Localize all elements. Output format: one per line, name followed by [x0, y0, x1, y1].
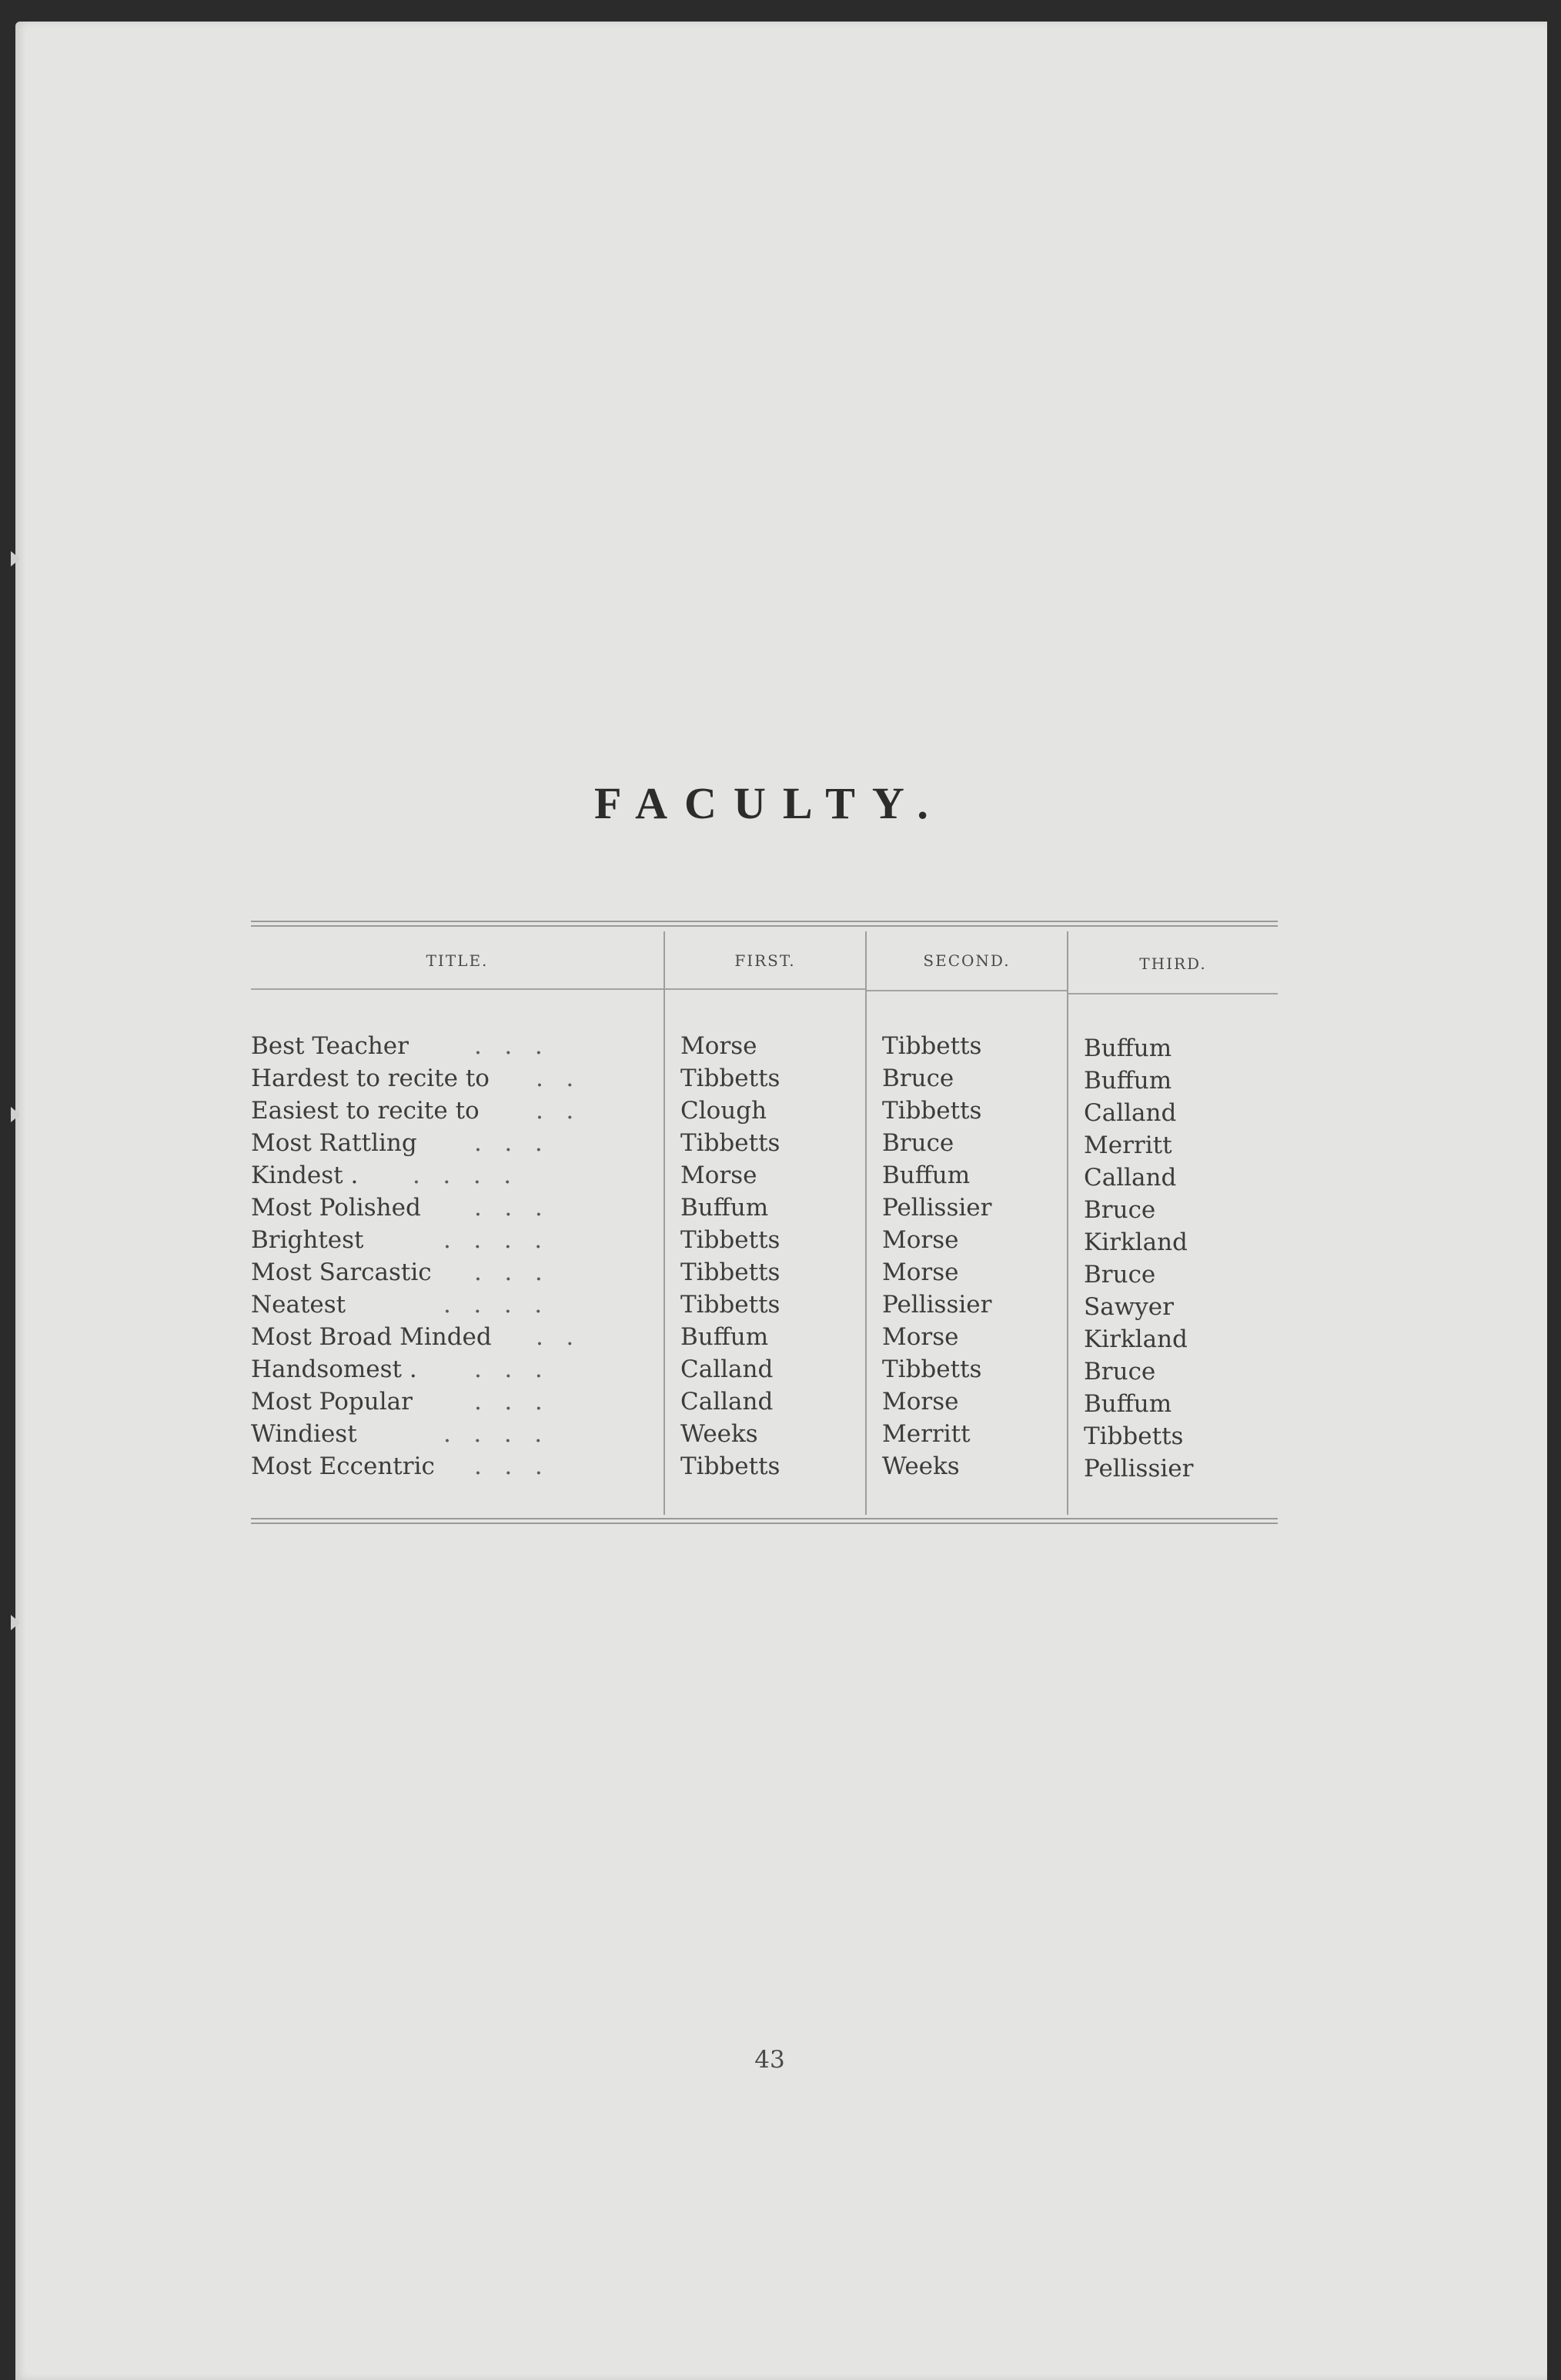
leader-dots: . . . — [474, 1194, 543, 1222]
third-choice: Merritt — [1084, 1132, 1172, 1159]
third-choice: Buffum — [1084, 1390, 1172, 1418]
row-title: Kindest . — [251, 1162, 359, 1189]
row-title: Most Rattling — [251, 1129, 417, 1157]
page-number: 43 — [754, 2046, 785, 2074]
second-choice: Merritt — [882, 1420, 971, 1448]
document-page — [15, 22, 1547, 2380]
leader-dots: . . . — [474, 1355, 543, 1383]
row-title: Most Popular — [251, 1388, 413, 1416]
header-rule — [665, 988, 865, 990]
header-rule — [867, 990, 1067, 991]
leader-dots: . . . — [474, 1129, 543, 1157]
row-title: Most Polished — [251, 1194, 421, 1222]
third-choice: Tibbetts — [1084, 1422, 1184, 1450]
leader-dots: . . . — [474, 1388, 543, 1416]
first-choice: Tibbetts — [680, 1065, 780, 1092]
row-title: Most Eccentric — [251, 1452, 435, 1480]
table-top-rule — [251, 921, 1278, 927]
second-choice: Pellissier — [882, 1194, 992, 1222]
leader-dots: . . . — [474, 1259, 543, 1286]
first-choice: Morse — [680, 1162, 757, 1189]
second-choice: Weeks — [882, 1452, 960, 1480]
second-choice: Morse — [882, 1259, 959, 1286]
second-choice: Morse — [882, 1323, 959, 1351]
leader-dots: . . . . — [443, 1226, 543, 1254]
page-edge-notch — [11, 1615, 20, 1630]
leader-dots: . . . — [474, 1032, 543, 1060]
row-title: Most Broad Minded — [251, 1323, 492, 1351]
second-choice: Tibbetts — [882, 1097, 982, 1125]
third-choice: Bruce — [1084, 1261, 1156, 1289]
second-choice: Pellissier — [882, 1291, 992, 1319]
row-title: Hardest to recite to — [251, 1065, 490, 1092]
first-choice: Tibbetts — [680, 1129, 780, 1157]
third-choice: Bruce — [1084, 1358, 1156, 1386]
first-choice: Tibbetts — [680, 1259, 780, 1286]
leader-dots: . . . . — [443, 1420, 543, 1448]
column-divider — [1067, 931, 1068, 1515]
row-title: Brightest — [251, 1226, 364, 1254]
row-title: Best Teacher — [251, 1032, 409, 1060]
third-choice: Buffum — [1084, 1035, 1172, 1062]
third-choice: Calland — [1084, 1164, 1177, 1192]
row-title: Handsomest . — [251, 1355, 417, 1383]
second-choice: Bruce — [882, 1065, 954, 1092]
second-choice: Tibbetts — [882, 1355, 982, 1383]
column-header-third: THIRD. — [1139, 954, 1207, 973]
table-bottom-rule — [251, 1518, 1278, 1524]
third-choice: Bruce — [1084, 1196, 1156, 1224]
leader-dots: . . — [536, 1097, 574, 1125]
column-divider — [865, 931, 867, 1515]
page-edge-notch — [11, 551, 20, 567]
second-choice: Buffum — [882, 1162, 971, 1189]
first-choice: Tibbetts — [680, 1452, 780, 1480]
leader-dots: . . — [536, 1065, 574, 1092]
second-choice: Morse — [882, 1226, 959, 1254]
header-rule — [251, 988, 664, 990]
second-choice: Bruce — [882, 1129, 954, 1157]
page-title: FACULTY. — [594, 778, 945, 828]
third-choice: Buffum — [1084, 1067, 1172, 1095]
first-choice: Clough — [680, 1097, 767, 1125]
first-choice: Calland — [680, 1355, 774, 1383]
first-choice: Buffum — [680, 1323, 769, 1351]
second-choice: Morse — [882, 1388, 959, 1416]
row-title: Windiest — [251, 1420, 357, 1448]
header-rule — [1068, 993, 1278, 994]
first-choice: Calland — [680, 1388, 774, 1416]
third-choice: Kirkland — [1084, 1228, 1188, 1256]
page-edge-notch — [11, 1107, 20, 1122]
leader-dots: . . . . — [413, 1162, 512, 1189]
first-choice: Tibbetts — [680, 1226, 780, 1254]
third-choice: Calland — [1084, 1099, 1177, 1127]
row-title: Easiest to recite to — [251, 1097, 480, 1125]
leader-dots: . . . . — [443, 1291, 543, 1319]
row-title: Most Sarcastic — [251, 1259, 432, 1286]
column-divider — [664, 931, 665, 1515]
first-choice: Buffum — [680, 1194, 769, 1222]
first-choice: Weeks — [680, 1420, 758, 1448]
second-choice: Tibbetts — [882, 1032, 982, 1060]
column-header-first: FIRST. — [734, 951, 796, 970]
row-title: Neatest — [251, 1291, 346, 1319]
column-header-second: SECOND. — [923, 951, 1011, 970]
third-choice: Pellissier — [1084, 1455, 1194, 1482]
leader-dots: . . . — [474, 1452, 543, 1480]
first-choice: Tibbetts — [680, 1291, 780, 1319]
third-choice: Kirkland — [1084, 1325, 1188, 1353]
first-choice: Morse — [680, 1032, 757, 1060]
third-choice: Sawyer — [1084, 1293, 1174, 1321]
column-header-title: TITLE. — [426, 951, 489, 970]
leader-dots: . . — [536, 1323, 574, 1351]
